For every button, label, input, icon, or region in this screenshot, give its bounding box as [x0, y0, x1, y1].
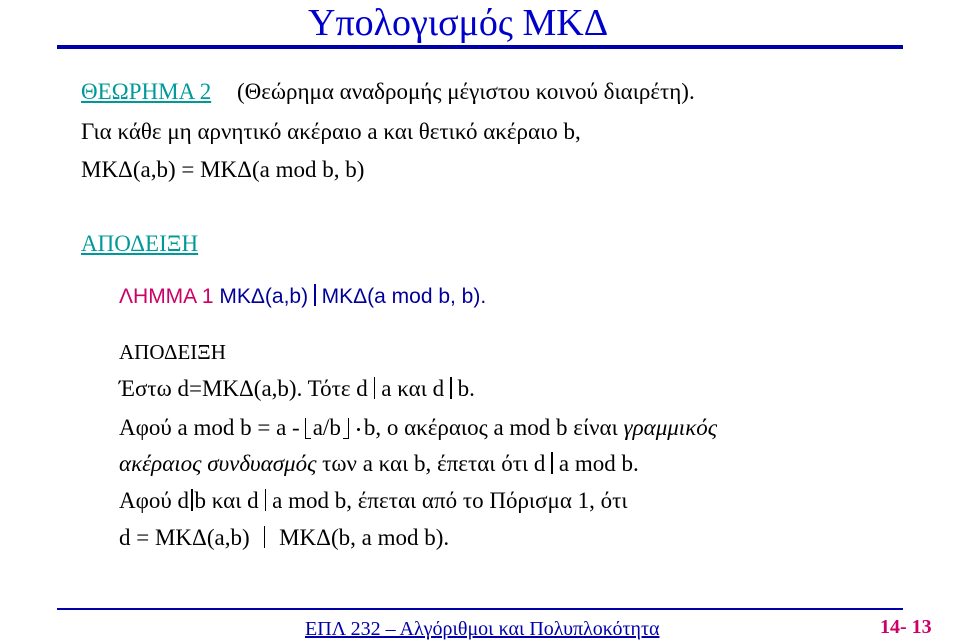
divides-symbol: [374, 377, 376, 399]
divides-symbol: [450, 377, 452, 399]
subproof-s4-c: a mod b, έπεται από το Πόρισμα 1, ότι: [272, 488, 628, 513]
page-title: Υπολογισμός ΜΚΔ: [308, 2, 609, 44]
floor-left-bracket: [305, 418, 311, 439]
footer-course: ΕΠΛ 232 – Αλγόριθμοι και Πολυπλοκότητα: [305, 618, 660, 640]
divides-symbol: [264, 526, 266, 548]
divides-symbol: [314, 284, 316, 306]
subproof-s1-a: Έστω d=ΜΚΔ(a,b). Τότε d: [119, 376, 368, 401]
floor-right-bracket: [343, 418, 349, 439]
subproof-s4-b: b και d: [194, 488, 259, 513]
subproof-line-3: [119, 449, 639, 479]
subproof-label: ΑΠΟΔΕΙΞΗ: [119, 340, 226, 364]
subproof-line-5: [119, 523, 449, 553]
divides-symbol: [551, 452, 553, 474]
proof-label-link[interactable]: ΑΠΟΔΕΙΞΗ: [81, 231, 199, 256]
subproof-s2-a: Αφού a mod b = a -: [119, 415, 300, 440]
subproof-line-4: [119, 486, 628, 516]
subproof-s3-a: ακέραιος συνδυασμός: [119, 451, 317, 476]
lemma-left: ΜΚΔ(a,b): [219, 285, 309, 308]
lemma-right: ΜΚΔ(a mod b, b).: [321, 285, 487, 308]
theorem-label-link[interactable]: ΘΕΩΡΗΜΑ 2: [81, 79, 212, 104]
lemma-label: ΛΗΜΜΑ 1: [119, 285, 214, 308]
theorem-line-2: Για κάθε μη αρνητικό ακέραιο a και θετικό ακέραιο b,: [81, 119, 581, 144]
footer-divider: [57, 608, 903, 610]
divides-symbol: [191, 489, 193, 511]
subproof-s5-b: ΜΚΔ(b, a mod b).: [279, 525, 450, 550]
subproof-s4-a: Αφού d: [119, 488, 190, 513]
subproof-s2-b: a/b: [312, 415, 341, 440]
subproof-s3-c: a mod b.: [558, 451, 639, 476]
subproof-line-1: [119, 374, 475, 404]
theorem-line-3: ΜΚΔ(a,b) = ΜΚΔ(a mod b, b): [81, 157, 365, 182]
subproof-s1-c: b.: [457, 376, 475, 401]
subproof-s1-b: a και d: [381, 376, 445, 401]
lemma-line: [119, 282, 486, 312]
subproof-s2-d: γραμμικός: [623, 415, 718, 440]
theorem-line-1: [81, 77, 695, 107]
theorem-name: (Θεώρημα αναδρομής μέγιστου κοινού διαιρέτη).: [236, 79, 695, 104]
page-number: 14- 13: [880, 616, 932, 638]
title-divider: [57, 45, 903, 49]
subproof-s5-a: d = ΜΚΔ(a,b): [119, 525, 250, 550]
subproof-line-2: [119, 413, 717, 443]
subproof-s3-b: των a και b, έπεται ότι d: [322, 451, 546, 476]
divides-symbol: [265, 489, 267, 511]
multiplication-dot: [357, 428, 360, 431]
subproof-s2-c: b, ο ακέραιος a mod b είναι: [363, 415, 618, 440]
